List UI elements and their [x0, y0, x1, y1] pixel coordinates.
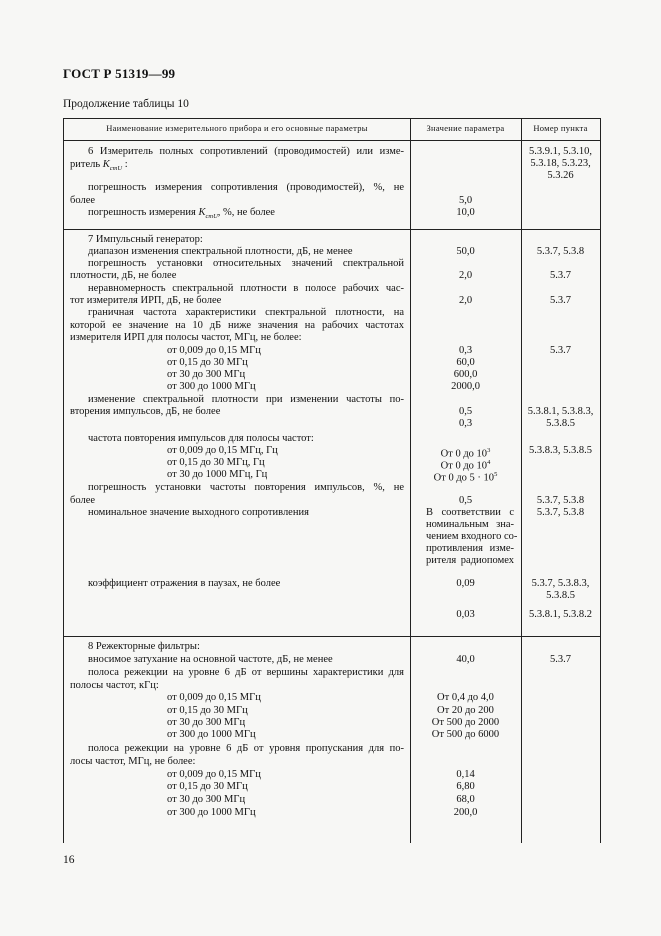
s7-r4-sub-4: от 300 до 1000 МГц: [167, 381, 256, 392]
s7-r8-value-2: номинальным зна-: [426, 519, 514, 530]
s7-r7-line1: погрешность установки частоты повторения импульсов, %, не: [88, 482, 404, 493]
s8-r2-value-4: От 500 до 6000: [431, 729, 500, 740]
s7-r3-value: 2,0: [458, 295, 473, 306]
s8-r1-text: вносимое затухание на основной частоте, дБ, не менее: [88, 654, 333, 665]
s7-r2-line2: плотности, дБ, не более: [70, 270, 177, 281]
s7-r6-sub-1: от 0,009 до 0,15 МГц, Гц: [167, 445, 278, 456]
s7-r8-value-1: В соответствии с: [426, 507, 514, 518]
s7-r9-value-1: 0,09: [456, 578, 475, 589]
s6-item-1-line2: более: [70, 195, 96, 206]
s7-r6-sub-3: от 30 до 1000 МГц, Гц: [167, 469, 268, 480]
s8-r2-value-2: От 20 до 200: [437, 705, 494, 716]
k-symbol: $K_{стU}$: [102, 159, 123, 173]
section-divider: [64, 229, 600, 230]
s7-r4-value-1: 0,3: [458, 345, 473, 356]
s8-r3-line1: полоса режекции на уровне 6 дБ от уровня пропускания для по-: [88, 743, 404, 754]
s7-r7-line2: более: [70, 495, 96, 506]
header-divider: [64, 140, 600, 141]
s7-r8-value-4: противления изме-: [426, 543, 514, 554]
s7-r5-line1: изменение спектральной плотности при изменении частоты по-: [88, 394, 404, 405]
s8-r1-value: 40,0: [456, 654, 475, 665]
s8-r3-sub-3: от 30 до 300 МГц: [167, 794, 246, 805]
s8-r2-line1: полоса режекции на уровне 6 дБ от вершины характеристики для: [88, 667, 404, 678]
s7-r6-value-2: От 0 до $10^4$: [440, 459, 491, 472]
s7-r4-line1: граничная частота характеристики спектральной плотности, на: [88, 307, 404, 318]
s8-r2-sub-3: от 30 до 300 МГц: [167, 717, 246, 728]
s7-r3-line1: неравномерность спектральной плотности в полосе рабочих час-: [88, 283, 404, 294]
s7-r1-text: диапазон изменения спектральной плотности, дБ, не менее: [88, 246, 353, 257]
s7-r4-line3: измерителя ИРП для полосы частот, МГц, не более:: [70, 332, 302, 343]
s7-r8-value-5: рителя радиопомех: [426, 555, 514, 566]
s7-r1-clause: 5.3.7, 5.3.8: [536, 246, 585, 257]
s6-title-line1: 6 Измеритель полных сопротивлений (проводимостей) или изме-: [88, 146, 404, 157]
s7-r2-line1: погрешность установки относительных значений спектральной: [88, 258, 404, 269]
section-divider: [64, 636, 600, 637]
s7-r8-text: номинальное значение выходного сопротивления: [88, 507, 309, 518]
s7-r5-value-1: 0,5: [458, 406, 473, 417]
s7-r3-clause: 5.3.7: [550, 295, 571, 306]
s7-r4-clause: 5.3.7: [550, 345, 571, 356]
s7-r9-clause-1b: 5.3.8.5: [546, 590, 575, 601]
s6-title-line2: ритель $K_{стU}$ :: [70, 159, 128, 173]
s6-item-2: погрешность измерения $K_{стU}$, %, не более: [88, 207, 275, 221]
s7-title: 7 Импульсный генератор:: [88, 234, 203, 245]
s7-r6-title: частота повторения импульсов для полосы частот:: [88, 433, 314, 444]
s7-r5-line2: вторения импульсов, дБ, не более: [70, 406, 221, 417]
s7-r3-line2: тот измерителя ИРП, дБ, не более: [70, 295, 222, 306]
s7-r5-clause-1: 5.3.8.1, 5.3.8.3,: [527, 406, 594, 417]
parameters-table: [63, 118, 601, 843]
s6-clause-1: 5.3.9.1, 5.3.10,: [529, 146, 592, 157]
table-caption: Продолжение таблицы 10: [63, 98, 189, 110]
s8-r3-value-3: 68,0: [456, 794, 475, 805]
s8-r2-value-3: От 500 до 2000: [431, 717, 500, 728]
s8-r3-value-2: 6,80: [456, 781, 475, 792]
s7-r9-value-2: 0,03: [456, 609, 475, 620]
s7-r4-value-3: 600,0: [453, 369, 478, 380]
s7-r6-clause: 5.3.8.3, 5.3.8.5: [529, 445, 592, 456]
s6-clause-2: 5.3.18, 5.3.23,: [530, 158, 591, 169]
column-header-name: Наименование измерительного прибора и его основные параметры: [106, 123, 368, 133]
s8-title: 8 Режекторные фильтры:: [88, 641, 200, 652]
s6-item-1-line1: погрешность измерения сопротивления (проводимостей), %, не: [88, 182, 404, 193]
column-header-value: Значение параметра: [426, 123, 505, 133]
s6-item-2-value: 10,0: [456, 207, 475, 218]
s8-r3-sub-4: от 300 до 1000 МГц: [167, 807, 256, 818]
s7-r8-clause: 5.3.7, 5.3.8: [536, 507, 585, 518]
s7-r9-clause-1a: 5.3.7, 5.3.8.3,: [531, 578, 590, 589]
s7-r4-value-4: 2000,0: [451, 381, 480, 392]
s7-r9-text: коэффициент отражения в паузах, не более: [88, 578, 281, 589]
s8-r2-sub-2: от 0,15 до 30 МГц: [167, 705, 248, 716]
s7-r4-value-2: 60,0: [456, 357, 475, 368]
s8-r2-sub-4: от 300 до 1000 МГц: [167, 729, 256, 740]
s7-r7-clause: 5.3.7, 5.3.8: [536, 495, 585, 506]
s7-r4-sub-3: от 30 до 300 МГц: [167, 369, 246, 380]
s7-r2-clause: 5.3.7: [550, 270, 571, 281]
s6-item-1-value: 5,0: [458, 195, 473, 206]
s7-r7-value: 0,5: [458, 495, 473, 506]
s8-r2-sub-1: от 0,009 до 0,15 МГц: [167, 692, 261, 703]
s7-r1-value: 50,0: [456, 246, 475, 257]
standard-designation: ГОСТ Р 51319—99: [63, 66, 176, 81]
s8-r3-sub-2: от 0,15 до 30 МГц: [167, 781, 248, 792]
s8-r3-sub-1: от 0,009 до 0,15 МГц: [167, 769, 261, 780]
column-divider: [521, 119, 522, 843]
s8-r3-value-1: 0,14: [456, 769, 475, 780]
s7-r9-clause-2: 5.3.8.1, 5.3.8.2: [529, 609, 592, 620]
s7-r2-value: 2,0: [458, 270, 473, 281]
s7-r5-clause-2: 5.3.8.5: [546, 418, 575, 429]
s7-r4-line2: которой ее значение на 10 дБ ниже значения на рабочих частотах: [70, 320, 404, 331]
s7-r6-value-3: От 0 до $5 \cdot 10^5$: [433, 471, 498, 484]
s7-r8-value-3: чением входного со-: [426, 531, 518, 542]
s8-r3-value-4: 200,0: [453, 807, 478, 818]
s8-r3-line2: лосы частот, МГц, не более:: [70, 756, 196, 767]
s7-r4-sub-2: от 0,15 до 30 МГц: [167, 357, 248, 368]
s8-r2-line2: полосы частот, кГц:: [70, 680, 159, 691]
s7-r6-value-1: От 0 до $10^3$: [440, 447, 491, 460]
s6-clause-3: 5.3.26: [547, 170, 574, 181]
page-number: 16: [63, 854, 75, 866]
s8-r1-clause: 5.3.7: [550, 654, 571, 665]
s8-r2-value-1: От 0,4 до 4,0: [437, 692, 494, 703]
column-header-clause: Номер пункта: [533, 123, 588, 133]
s7-r6-sub-2: от 0,15 до 30 МГц, Гц: [167, 457, 265, 468]
s7-r5-value-2: 0,3: [458, 418, 473, 429]
s7-r4-sub-1: от 0,009 до 0,15 МГц: [167, 345, 261, 356]
